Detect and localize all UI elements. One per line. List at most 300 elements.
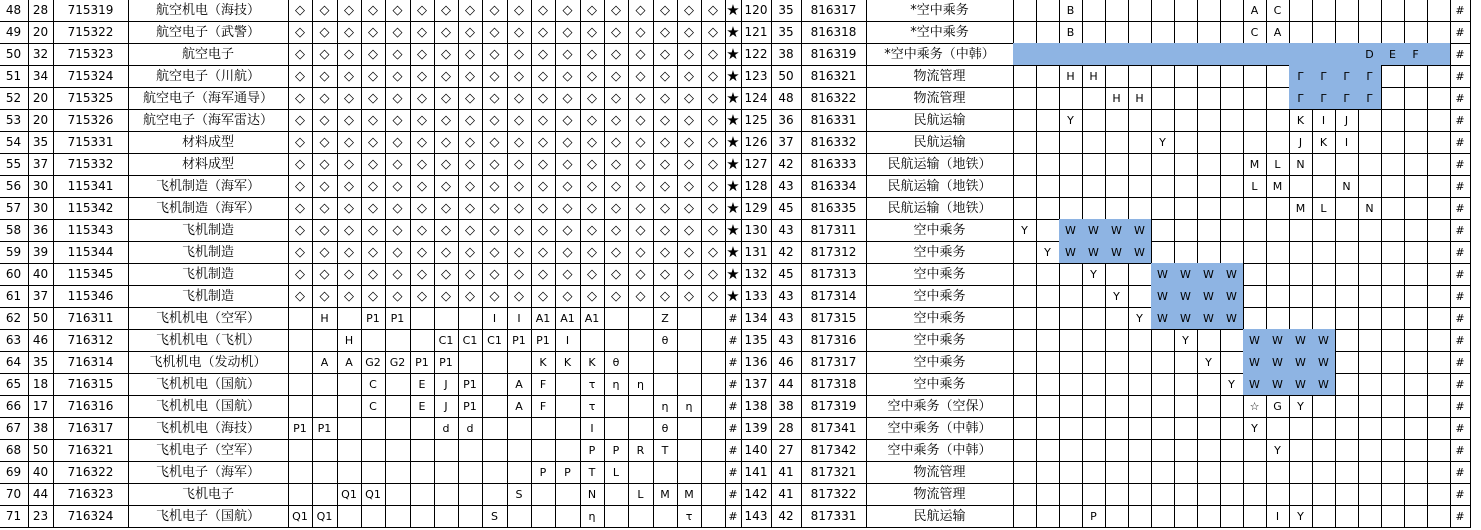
- grid-cell[interactable]: E: [410, 395, 435, 418]
- grid-cell[interactable]: [1059, 395, 1083, 418]
- grid-cell[interactable]: L: [604, 461, 629, 484]
- grid-cell[interactable]: N: [1358, 197, 1382, 220]
- grid-cell[interactable]: [1105, 417, 1129, 440]
- grid-cell[interactable]: G2: [385, 351, 411, 374]
- grid-cell[interactable]: Γ: [1335, 87, 1359, 110]
- grid-cell[interactable]: [1082, 329, 1106, 352]
- code-cell[interactable]: 817342: [801, 439, 867, 462]
- grid-cell[interactable]: [628, 351, 654, 374]
- grid-cell[interactable]: [1427, 285, 1451, 308]
- grid-cell[interactable]: ◇: [604, 241, 629, 264]
- end-marker-cell[interactable]: #: [1450, 395, 1471, 418]
- grid-cell[interactable]: [1381, 439, 1405, 462]
- grid-cell[interactable]: ◇: [701, 197, 726, 220]
- grid-cell[interactable]: P: [1082, 505, 1106, 528]
- name-cell[interactable]: 民航运输（地铁）: [866, 153, 1014, 176]
- grid-cell[interactable]: W: [1289, 351, 1313, 374]
- count-cell[interactable]: 32: [28, 43, 54, 66]
- grid-cell[interactable]: [1220, 395, 1244, 418]
- grid-cell[interactable]: [1312, 263, 1336, 286]
- name-cell[interactable]: 空中乘务（中韩）: [866, 417, 1014, 440]
- grid-cell[interactable]: I: [555, 329, 581, 352]
- grid-cell[interactable]: ◇: [628, 153, 654, 176]
- grid-cell[interactable]: ◇: [507, 285, 532, 308]
- grid-cell[interactable]: [1013, 307, 1037, 330]
- grid-cell[interactable]: ◇: [531, 0, 556, 22]
- grid-cell[interactable]: [1335, 0, 1359, 22]
- grid-cell[interactable]: [1381, 307, 1405, 330]
- grid-cell[interactable]: η: [604, 373, 629, 396]
- grid-cell[interactable]: Y: [1197, 351, 1221, 374]
- grid-cell[interactable]: [1427, 483, 1451, 506]
- grid-cell[interactable]: [1427, 87, 1451, 110]
- row-number-cell[interactable]: 131: [741, 241, 772, 264]
- grid-cell[interactable]: ◇: [410, 87, 435, 110]
- grid-cell[interactable]: [628, 395, 654, 418]
- grid-cell[interactable]: [1358, 439, 1382, 462]
- grid-cell[interactable]: P1: [312, 417, 338, 440]
- name-cell[interactable]: 民航运输（地铁）: [866, 197, 1014, 220]
- grid-cell[interactable]: ◇: [653, 197, 678, 220]
- grid-cell[interactable]: ◇: [628, 109, 654, 132]
- grid-cell[interactable]: [1013, 21, 1037, 44]
- grid-cell[interactable]: J: [434, 373, 459, 396]
- grid-cell[interactable]: [1404, 505, 1428, 528]
- grid-cell[interactable]: ◇: [580, 285, 605, 308]
- row-number-cell[interactable]: 135: [741, 329, 772, 352]
- grid-cell[interactable]: R: [628, 439, 654, 462]
- grid-cell[interactable]: [1059, 131, 1083, 154]
- grid-cell[interactable]: ◇: [458, 131, 483, 154]
- code-cell[interactable]: 817321: [801, 461, 867, 484]
- grid-cell[interactable]: B: [1059, 21, 1083, 44]
- count-cell[interactable]: 43: [771, 175, 802, 198]
- grid-cell[interactable]: N: [580, 483, 605, 506]
- grid-cell[interactable]: [1082, 43, 1106, 66]
- grid-cell[interactable]: ◇: [604, 219, 629, 242]
- grid-cell[interactable]: ◇: [677, 175, 702, 198]
- grid-cell[interactable]: P: [604, 439, 629, 462]
- grid-cell[interactable]: ◇: [628, 43, 654, 66]
- grid-cell[interactable]: [1289, 285, 1313, 308]
- grid-cell[interactable]: ◇: [385, 153, 411, 176]
- grid-cell[interactable]: [312, 483, 338, 506]
- grid-cell[interactable]: [1220, 153, 1244, 176]
- grid-cell[interactable]: ★: [725, 0, 742, 22]
- grid-cell[interactable]: ◇: [434, 21, 459, 44]
- grid-cell[interactable]: S: [482, 505, 508, 528]
- grid-cell[interactable]: ◇: [385, 241, 411, 264]
- grid-cell[interactable]: ◇: [361, 43, 386, 66]
- grid-cell[interactable]: ◇: [555, 21, 581, 44]
- grid-cell[interactable]: [1381, 131, 1405, 154]
- grid-cell[interactable]: [1197, 87, 1221, 110]
- grid-cell[interactable]: d: [458, 417, 483, 440]
- grid-cell[interactable]: [1381, 461, 1405, 484]
- count-cell[interactable]: 35: [771, 0, 802, 22]
- grid-cell[interactable]: [555, 417, 581, 440]
- row-number-cell[interactable]: 55: [0, 153, 29, 176]
- grid-cell[interactable]: ◇: [337, 153, 362, 176]
- grid-cell[interactable]: [1128, 505, 1152, 528]
- grid-cell[interactable]: [1059, 505, 1083, 528]
- grid-cell[interactable]: [1082, 439, 1106, 462]
- name-cell[interactable]: *空中乘务（中韩）: [866, 43, 1014, 66]
- grid-cell[interactable]: [1427, 329, 1451, 352]
- grid-cell[interactable]: ★: [725, 21, 742, 44]
- grid-cell[interactable]: [628, 329, 654, 352]
- grid-cell[interactable]: [1312, 461, 1336, 484]
- grid-cell[interactable]: [1197, 0, 1221, 22]
- code-cell[interactable]: 115344: [53, 241, 129, 264]
- code-cell[interactable]: 115345: [53, 263, 129, 286]
- grid-cell[interactable]: [1128, 483, 1152, 506]
- grid-cell[interactable]: ◇: [555, 131, 581, 154]
- name-cell[interactable]: 空中乘务: [866, 307, 1014, 330]
- grid-cell[interactable]: [1174, 505, 1198, 528]
- grid-cell[interactable]: ◇: [410, 197, 435, 220]
- grid-cell[interactable]: [1312, 483, 1336, 506]
- name-cell[interactable]: 飞机机电（飞机）: [128, 329, 289, 352]
- grid-cell[interactable]: ◇: [677, 21, 702, 44]
- grid-cell[interactable]: ◇: [555, 153, 581, 176]
- grid-cell[interactable]: ◇: [288, 197, 313, 220]
- grid-cell[interactable]: [288, 373, 313, 396]
- grid-cell[interactable]: M: [653, 483, 678, 506]
- grid-cell[interactable]: η: [677, 395, 702, 418]
- grid-cell[interactable]: [1197, 373, 1221, 396]
- grid-cell[interactable]: τ: [677, 505, 702, 528]
- grid-cell[interactable]: W: [1128, 219, 1152, 242]
- name-cell[interactable]: 物流管理: [866, 483, 1014, 506]
- grid-cell[interactable]: ◇: [361, 197, 386, 220]
- grid-cell[interactable]: [410, 307, 435, 330]
- grid-cell[interactable]: ◇: [410, 43, 435, 66]
- grid-cell[interactable]: ◇: [628, 175, 654, 198]
- name-cell[interactable]: 空中乘务: [866, 263, 1014, 286]
- code-cell[interactable]: 716324: [53, 505, 129, 528]
- grid-cell[interactable]: ◇: [604, 87, 629, 110]
- grid-cell[interactable]: [434, 307, 459, 330]
- grid-cell[interactable]: C: [361, 373, 386, 396]
- grid-cell[interactable]: ◇: [288, 263, 313, 286]
- row-number-cell[interactable]: 142: [741, 483, 772, 506]
- grid-cell[interactable]: [288, 439, 313, 462]
- grid-cell[interactable]: [410, 505, 435, 528]
- grid-cell[interactable]: ★: [725, 197, 742, 220]
- grid-cell[interactable]: ◇: [653, 285, 678, 308]
- grid-cell[interactable]: [1059, 373, 1083, 396]
- grid-cell[interactable]: [1220, 65, 1244, 88]
- grid-cell[interactable]: [1082, 175, 1106, 198]
- count-cell[interactable]: 42: [771, 241, 802, 264]
- grid-cell[interactable]: ◇: [385, 131, 411, 154]
- grid-cell[interactable]: C1: [458, 329, 483, 352]
- grid-cell[interactable]: [1128, 351, 1152, 374]
- grid-cell[interactable]: ◇: [628, 0, 654, 22]
- grid-cell[interactable]: [653, 505, 678, 528]
- grid-cell[interactable]: ◇: [580, 197, 605, 220]
- grid-cell[interactable]: [1151, 21, 1175, 44]
- grid-cell[interactable]: ◇: [361, 219, 386, 242]
- grid-cell[interactable]: ◇: [677, 0, 702, 22]
- grid-cell[interactable]: W: [1128, 241, 1152, 264]
- grid-cell[interactable]: [1404, 0, 1428, 22]
- grid-cell[interactable]: ◇: [701, 153, 726, 176]
- grid-cell[interactable]: ◇: [580, 65, 605, 88]
- row-number-cell[interactable]: 126: [741, 131, 772, 154]
- name-cell[interactable]: 飞机制造: [128, 285, 289, 308]
- grid-cell[interactable]: ◇: [701, 131, 726, 154]
- grid-cell[interactable]: [701, 461, 726, 484]
- grid-cell[interactable]: [1335, 417, 1359, 440]
- row-number-cell[interactable]: 69: [0, 461, 29, 484]
- grid-cell[interactable]: W: [1151, 307, 1175, 330]
- grid-cell[interactable]: ◇: [580, 109, 605, 132]
- end-marker-cell[interactable]: #: [1450, 0, 1471, 22]
- grid-cell[interactable]: ◇: [555, 175, 581, 198]
- grid-cell[interactable]: [1174, 351, 1198, 374]
- grid-cell[interactable]: ◇: [677, 219, 702, 242]
- grid-cell[interactable]: [288, 483, 313, 506]
- grid-cell[interactable]: ◇: [410, 131, 435, 154]
- grid-cell[interactable]: N: [1335, 175, 1359, 198]
- grid-cell[interactable]: Y: [1266, 439, 1290, 462]
- grid-cell[interactable]: ◇: [531, 241, 556, 264]
- grid-cell[interactable]: [1128, 43, 1152, 66]
- grid-cell[interactable]: [1220, 219, 1244, 242]
- grid-cell[interactable]: W: [1059, 219, 1083, 242]
- grid-cell[interactable]: [1105, 131, 1129, 154]
- row-number-cell[interactable]: 58: [0, 219, 29, 242]
- grid-cell[interactable]: [1036, 395, 1060, 418]
- grid-cell[interactable]: W: [1220, 285, 1244, 308]
- grid-cell[interactable]: J: [434, 395, 459, 418]
- name-cell[interactable]: 材料成型: [128, 131, 289, 154]
- row-number-cell[interactable]: 138: [741, 395, 772, 418]
- grid-cell[interactable]: ◇: [580, 263, 605, 286]
- grid-cell[interactable]: [1427, 131, 1451, 154]
- grid-cell[interactable]: ◇: [677, 197, 702, 220]
- grid-cell[interactable]: [1243, 197, 1267, 220]
- grid-cell[interactable]: ◇: [312, 241, 338, 264]
- grid-cell[interactable]: ◇: [361, 175, 386, 198]
- grid-cell[interactable]: W: [1312, 373, 1336, 396]
- grid-cell[interactable]: [1105, 505, 1129, 528]
- row-number-cell[interactable]: 50: [0, 43, 29, 66]
- grid-cell[interactable]: P: [555, 461, 581, 484]
- grid-cell[interactable]: [1358, 395, 1382, 418]
- grid-cell[interactable]: [677, 417, 702, 440]
- grid-cell[interactable]: ◇: [288, 131, 313, 154]
- grid-cell[interactable]: #: [725, 329, 742, 352]
- grid-cell[interactable]: [1404, 417, 1428, 440]
- grid-cell[interactable]: ◇: [531, 263, 556, 286]
- grid-cell[interactable]: [1128, 21, 1152, 44]
- grid-cell[interactable]: [288, 307, 313, 330]
- grid-cell[interactable]: [1151, 505, 1175, 528]
- code-cell[interactable]: 817341: [801, 417, 867, 440]
- grid-cell[interactable]: [1266, 483, 1290, 506]
- code-cell[interactable]: 715332: [53, 153, 129, 176]
- grid-cell[interactable]: [1013, 329, 1037, 352]
- grid-cell[interactable]: [385, 373, 411, 396]
- grid-cell[interactable]: Q1: [361, 483, 386, 506]
- code-cell[interactable]: 716315: [53, 373, 129, 396]
- end-marker-cell[interactable]: #: [1450, 43, 1471, 66]
- code-cell[interactable]: 715325: [53, 87, 129, 110]
- grid-cell[interactable]: ◇: [312, 87, 338, 110]
- grid-cell[interactable]: ◇: [580, 219, 605, 242]
- grid-cell[interactable]: [1243, 43, 1267, 66]
- grid-cell[interactable]: ◇: [701, 87, 726, 110]
- grid-cell[interactable]: Γ: [1312, 65, 1336, 88]
- grid-cell[interactable]: [1266, 307, 1290, 330]
- grid-cell[interactable]: [1312, 219, 1336, 242]
- grid-cell[interactable]: ◇: [628, 285, 654, 308]
- name-cell[interactable]: 飞机制造（海军）: [128, 175, 289, 198]
- grid-cell[interactable]: ◇: [531, 175, 556, 198]
- grid-cell[interactable]: ◇: [653, 241, 678, 264]
- grid-cell[interactable]: [1151, 197, 1175, 220]
- name-cell[interactable]: 空中乘务: [866, 329, 1014, 352]
- grid-cell[interactable]: [1404, 65, 1428, 88]
- grid-cell[interactable]: [1105, 197, 1129, 220]
- code-cell[interactable]: 715326: [53, 109, 129, 132]
- grid-cell[interactable]: ◇: [458, 285, 483, 308]
- grid-cell[interactable]: ◇: [458, 219, 483, 242]
- grid-cell[interactable]: ◇: [434, 65, 459, 88]
- grid-cell[interactable]: W: [1289, 329, 1313, 352]
- grid-cell[interactable]: ◇: [410, 109, 435, 132]
- grid-cell[interactable]: [1082, 21, 1106, 44]
- code-cell[interactable]: 816332: [801, 131, 867, 154]
- grid-cell[interactable]: ◇: [580, 131, 605, 154]
- grid-cell[interactable]: ◇: [361, 241, 386, 264]
- grid-cell[interactable]: [1059, 329, 1083, 352]
- grid-cell[interactable]: [1197, 505, 1221, 528]
- grid-cell[interactable]: [1197, 329, 1221, 352]
- grid-cell[interactable]: [507, 461, 532, 484]
- count-cell[interactable]: 37: [771, 131, 802, 154]
- grid-cell[interactable]: [1013, 241, 1037, 264]
- grid-cell[interactable]: [1197, 461, 1221, 484]
- grid-cell[interactable]: [361, 417, 386, 440]
- grid-cell[interactable]: [1266, 285, 1290, 308]
- grid-cell[interactable]: I: [580, 417, 605, 440]
- grid-cell[interactable]: [1404, 307, 1428, 330]
- grid-cell[interactable]: [1059, 439, 1083, 462]
- grid-cell[interactable]: ◇: [604, 175, 629, 198]
- grid-cell[interactable]: [434, 461, 459, 484]
- grid-cell[interactable]: [1289, 219, 1313, 242]
- grid-cell[interactable]: [1220, 109, 1244, 132]
- grid-cell[interactable]: [1220, 329, 1244, 352]
- count-cell[interactable]: 20: [28, 87, 54, 110]
- row-number-cell[interactable]: 123: [741, 65, 772, 88]
- grid-cell[interactable]: W: [1243, 351, 1267, 374]
- grid-cell[interactable]: [1128, 439, 1152, 462]
- count-cell[interactable]: 39: [28, 241, 54, 264]
- grid-cell[interactable]: [1243, 65, 1267, 88]
- grid-cell[interactable]: [337, 307, 362, 330]
- code-cell[interactable]: 816319: [801, 43, 867, 66]
- grid-cell[interactable]: [482, 483, 508, 506]
- grid-cell[interactable]: H: [312, 307, 338, 330]
- grid-cell[interactable]: [385, 395, 411, 418]
- grid-cell[interactable]: A1: [580, 307, 605, 330]
- grid-cell[interactable]: Γ: [1358, 65, 1382, 88]
- grid-cell[interactable]: [1266, 131, 1290, 154]
- grid-cell[interactable]: [1036, 329, 1060, 352]
- grid-cell[interactable]: [1059, 175, 1083, 198]
- grid-cell[interactable]: ◇: [701, 65, 726, 88]
- grid-cell[interactable]: [1358, 329, 1382, 352]
- code-cell[interactable]: 716317: [53, 417, 129, 440]
- end-marker-cell[interactable]: #: [1450, 417, 1471, 440]
- grid-cell[interactable]: ◇: [385, 219, 411, 242]
- grid-cell[interactable]: [1105, 373, 1129, 396]
- grid-cell[interactable]: [337, 461, 362, 484]
- grid-cell[interactable]: ◇: [482, 197, 508, 220]
- count-cell[interactable]: 17: [28, 395, 54, 418]
- grid-cell[interactable]: ◇: [458, 241, 483, 264]
- grid-cell[interactable]: [385, 505, 411, 528]
- grid-cell[interactable]: ◇: [507, 263, 532, 286]
- grid-cell[interactable]: [1266, 65, 1290, 88]
- grid-cell[interactable]: [1174, 0, 1198, 22]
- name-cell[interactable]: 航空机电（海技）: [128, 0, 289, 22]
- grid-cell[interactable]: [1151, 87, 1175, 110]
- grid-cell[interactable]: [1381, 373, 1405, 396]
- grid-cell[interactable]: [1036, 307, 1060, 330]
- grid-cell[interactable]: H: [1128, 87, 1152, 110]
- grid-cell[interactable]: [1174, 87, 1198, 110]
- grid-cell[interactable]: [312, 395, 338, 418]
- grid-cell[interactable]: [677, 329, 702, 352]
- grid-cell[interactable]: ◇: [604, 153, 629, 176]
- grid-cell[interactable]: [580, 329, 605, 352]
- code-cell[interactable]: 816333: [801, 153, 867, 176]
- grid-cell[interactable]: [1197, 43, 1221, 66]
- grid-cell[interactable]: ◇: [361, 65, 386, 88]
- grid-cell[interactable]: ◇: [531, 43, 556, 66]
- grid-cell[interactable]: ◇: [434, 219, 459, 242]
- grid-cell[interactable]: [1381, 505, 1405, 528]
- grid-cell[interactable]: ◇: [337, 21, 362, 44]
- grid-cell[interactable]: ◇: [385, 65, 411, 88]
- grid-cell[interactable]: d: [434, 417, 459, 440]
- end-marker-cell[interactable]: #: [1450, 131, 1471, 154]
- grid-cell[interactable]: [1427, 43, 1451, 66]
- grid-cell[interactable]: [1220, 417, 1244, 440]
- count-cell[interactable]: 40: [28, 461, 54, 484]
- grid-cell[interactable]: B: [1059, 0, 1083, 22]
- grid-cell[interactable]: ◇: [482, 65, 508, 88]
- grid-cell[interactable]: [1220, 175, 1244, 198]
- grid-cell[interactable]: ◇: [701, 175, 726, 198]
- grid-cell[interactable]: Q1: [337, 483, 362, 506]
- grid-cell[interactable]: ◇: [507, 43, 532, 66]
- grid-cell[interactable]: [1243, 241, 1267, 264]
- grid-cell[interactable]: [1036, 87, 1060, 110]
- count-cell[interactable]: 20: [28, 21, 54, 44]
- row-number-cell[interactable]: 121: [741, 21, 772, 44]
- grid-cell[interactable]: [1427, 219, 1451, 242]
- grid-cell[interactable]: [701, 417, 726, 440]
- grid-cell[interactable]: [1335, 373, 1359, 396]
- grid-cell[interactable]: P1: [434, 351, 459, 374]
